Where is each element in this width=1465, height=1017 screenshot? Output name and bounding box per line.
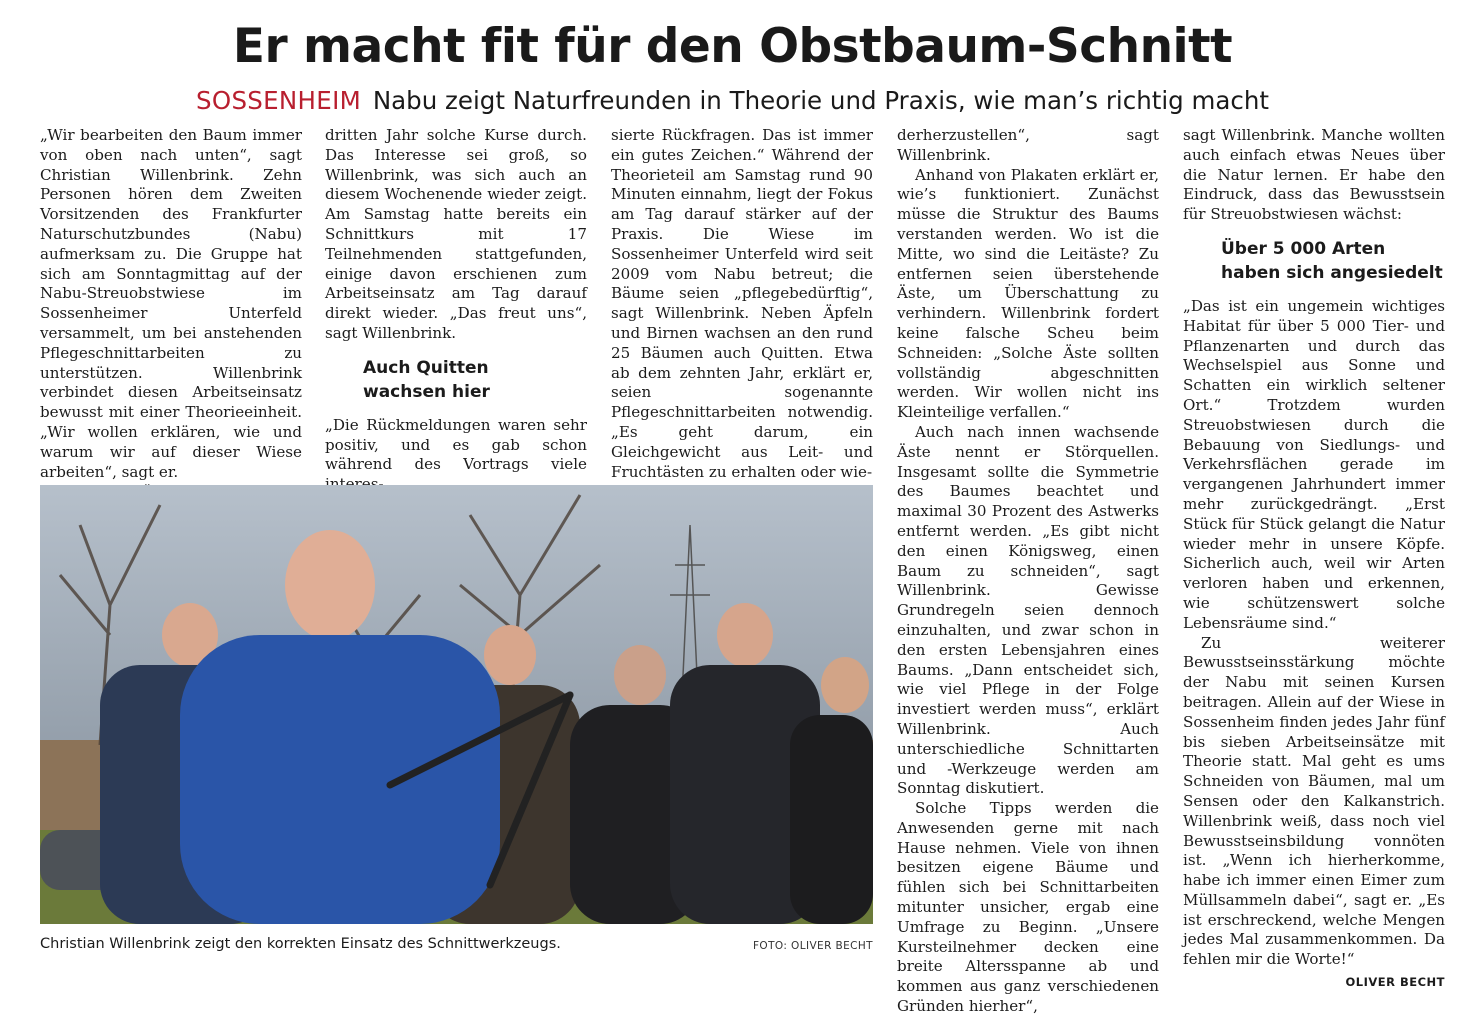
article-column-4 bbox=[897, 126, 1159, 1016]
author-byline: OLIVER BECHT bbox=[1345, 975, 1445, 990]
photo-credit: FOTO: OLIVER BECHT bbox=[752, 940, 873, 952]
paragraph: sierte Rückfragen. Das ist immer ein gutes Zeichen.“ Während der Theorieteil am Samstag rund 90 Minuten einnahm, liegt der Fokus am Tag darauf stärker auf der Praxis. Die Wiese im Sossenheimer Unterfeld wird seit 2009 vom Nabu betreut; die Bäume seien „pflegebedürftig“, sagt Willenbrink. Neben Äpfeln und Birnen wachsen an den rund 25 Bäumen auch Quitten. Etwa ab dem zehnten Jahr, erklärt er, seien sogenannte Pflegeschnittarbeiten notwendig. „Es geht darum, ein Gleichgewicht aus Leit- und Fruchtästen zu erhalten oder wie- bbox=[611, 126, 873, 481]
paragraph: „Die Rückmeldungen waren sehr positiv, und es gab schon während des Vortrags viele bbox=[325, 415, 587, 474]
location-kicker: SOSSENHEIM bbox=[196, 86, 362, 115]
paragraph: „Wir bearbeiten den Baum immer von oben nach unten“, sagt Christian Willenbrink. Zehn Personen hören dem Zweiten Vorsitzenden des Frankfurter Naturschutzbundes (Nabu) aufmerksam zu. Die Gruppe hat sich am Sonntagmittag auf der Nabu-Streuobstwiese im Sossenheimer Unterfeld versammelt, um bei anstehenden Pflegeschnittarbeiten zu unterstützen. Willenbrink verbindet diesen Arbeitseinsatz bewusst mit einer Theorieeinheit. „Wir wollen erklären, wie und warum wir auf dieser Wiese arbeiten“, sagt er. bbox=[40, 126, 302, 481]
article-column-3 bbox=[611, 126, 873, 481]
paragraph: Solche Tipps werden die Anwesenden gerne mit nach Hause nehmen. Viele von ihnen besitzen eigene Bäume und fühlen sich bei Schnittarbeiten mitunter unsicher, ergab eine Umfrage zu Beginn. „Unsere Kursteilnehmer decken eine breite Altersspanne ab und kommen aus ganz verschiedenen Gründen hierher“, bbox=[897, 799, 1159, 1016]
paragraph: derherzustellen“, sagt Willenbrink. bbox=[897, 126, 1159, 164]
paragraph-text: Zu weiterer Bewusstseinsstärkung möchte der Nabu mit seinen Kursen beitragen. Allein auf der Wiese in Sossenheim finden jedes Jahr fünf bis sieben Arbeitseinsätze mit Theorie statt. Mal geht es ums Schneiden von Bäumen, mal um Sensen oder den Kalkanstrich. Willenbrink weiß, dass noch viel Bewusstseinsbildung vonnöten ist. „Wenn ich hierherkomme, habe ich immer einen Eimer zum Müllsammeln dabei“, sagt er. „Es ist erschreckend, welche Mengen jedes Mal zusammenkommen. Da fehlen mir die Worte!“ bbox=[1183, 633, 1445, 969]
subheading-line: wachsen hier bbox=[363, 381, 490, 402]
paragraph: Anhand von Plakaten erklärt er, wie’s funktioniert. Zunächst müsse die Struktur des Baums verstanden werden. Wo ist die Mitte, wo sind die Leitäste? Zu entfernen seien überstehende Äste, um Überschattung zu verhindern. Willenbrink fordert keine falsche Scheu beim Schneiden: „Solche Äste sollten vollständig abgeschnitten werden. Wir wollen nicht ins Kleinteilige verfallen.“ bbox=[897, 165, 1159, 422]
subline-text: Nabu zeigt Naturfreunden in Theorie und Praxis, wie man’s richtig macht bbox=[372, 86, 1269, 115]
headline: Er macht fit für den Obstbaum-Schnitt bbox=[232, 19, 1233, 74]
caption-text: Christian Willenbrink zeigt den korrekten Einsatz des Schnittwerkzeugs. bbox=[40, 936, 561, 952]
subheading-quitten bbox=[363, 356, 587, 404]
paragraph bbox=[1183, 633, 1445, 990]
subheading-line: haben sich angesiedelt bbox=[1221, 262, 1443, 283]
photo-illustration bbox=[40, 485, 873, 924]
photo-caption bbox=[40, 934, 873, 954]
paragraph: dritten Jahr solche Kurse durch. Das Interesse sei groß, so Willenbrink, was sich auch an diesem Wochenende wieder zeigt. Am Samstag hatte bereits ein Schnittkurs mit 17 Teilnehmenden stattgefunden, einige davon erschienen zum Arbeitseinsatz am Tag darauf direkt wieder. „Das freut uns“, sagt Willenbrink. bbox=[325, 126, 587, 342]
subheading-line: Über 5 000 Arten bbox=[1221, 238, 1386, 259]
paragraph: Auch nach innen wachsende Äste nennt er Störquellen. Insgesamt sollte die Symmetrie des Baumes beachtet und maximal 30 Prozent des Astwerks entfernt werden. „Es gibt nicht den einen Königsweg, einen Baum zu schneiden“, sagt Willenbrink. Gewisse Grundregeln seien dennoch einzuhalten, und zwar schon in den ersten Lebensjahren eines Baums. „Dann entscheidet sich, wie viel Pflege in der Folge investiert werden muss“, erklärt Willenbrink. Auch unterschiedliche Schnittarten und -Werkzeuge werden am Sonntag diskutiert. bbox=[897, 422, 1159, 798]
subline bbox=[0, 84, 1465, 118]
subheading-line: Auch Quitten bbox=[363, 357, 489, 378]
paragraph: sagt Willenbrink. Manche wollten auch einfach etwas Neues über die Natur lernen. Er habe den Eindruck, dass das Bewusstsein für Streuobstwiesen wächst: bbox=[1183, 126, 1445, 224]
article-column-1 bbox=[40, 126, 302, 481]
paragraph: „Das ist ein ungemein wichtiges Habitat für über 5 000 Tier- und Pflanzenarten und durch das Wechselspiel aus Sonne und Schatten ein wirklich seltener Ort.“ Trotzdem wurden Streuobstwiesen durch die Bebauung von Siedlungs- und Verkehrsflächen gerade im vergangenen Jahrhundert immer mehr zurückgedrängt. „Erst Stück für Stück gelangt die Natur wieder mehr in unsere Köpfe. Sicherlich auch, weil wir Arten verloren haben und erkennen, wie schützenswert solche Lebensräume sind.“ bbox=[1183, 296, 1445, 632]
article-photo bbox=[40, 485, 873, 924]
subheading-arten bbox=[1221, 237, 1445, 285]
article-column-5 bbox=[1183, 126, 1445, 990]
article-column-2 bbox=[325, 126, 587, 474]
